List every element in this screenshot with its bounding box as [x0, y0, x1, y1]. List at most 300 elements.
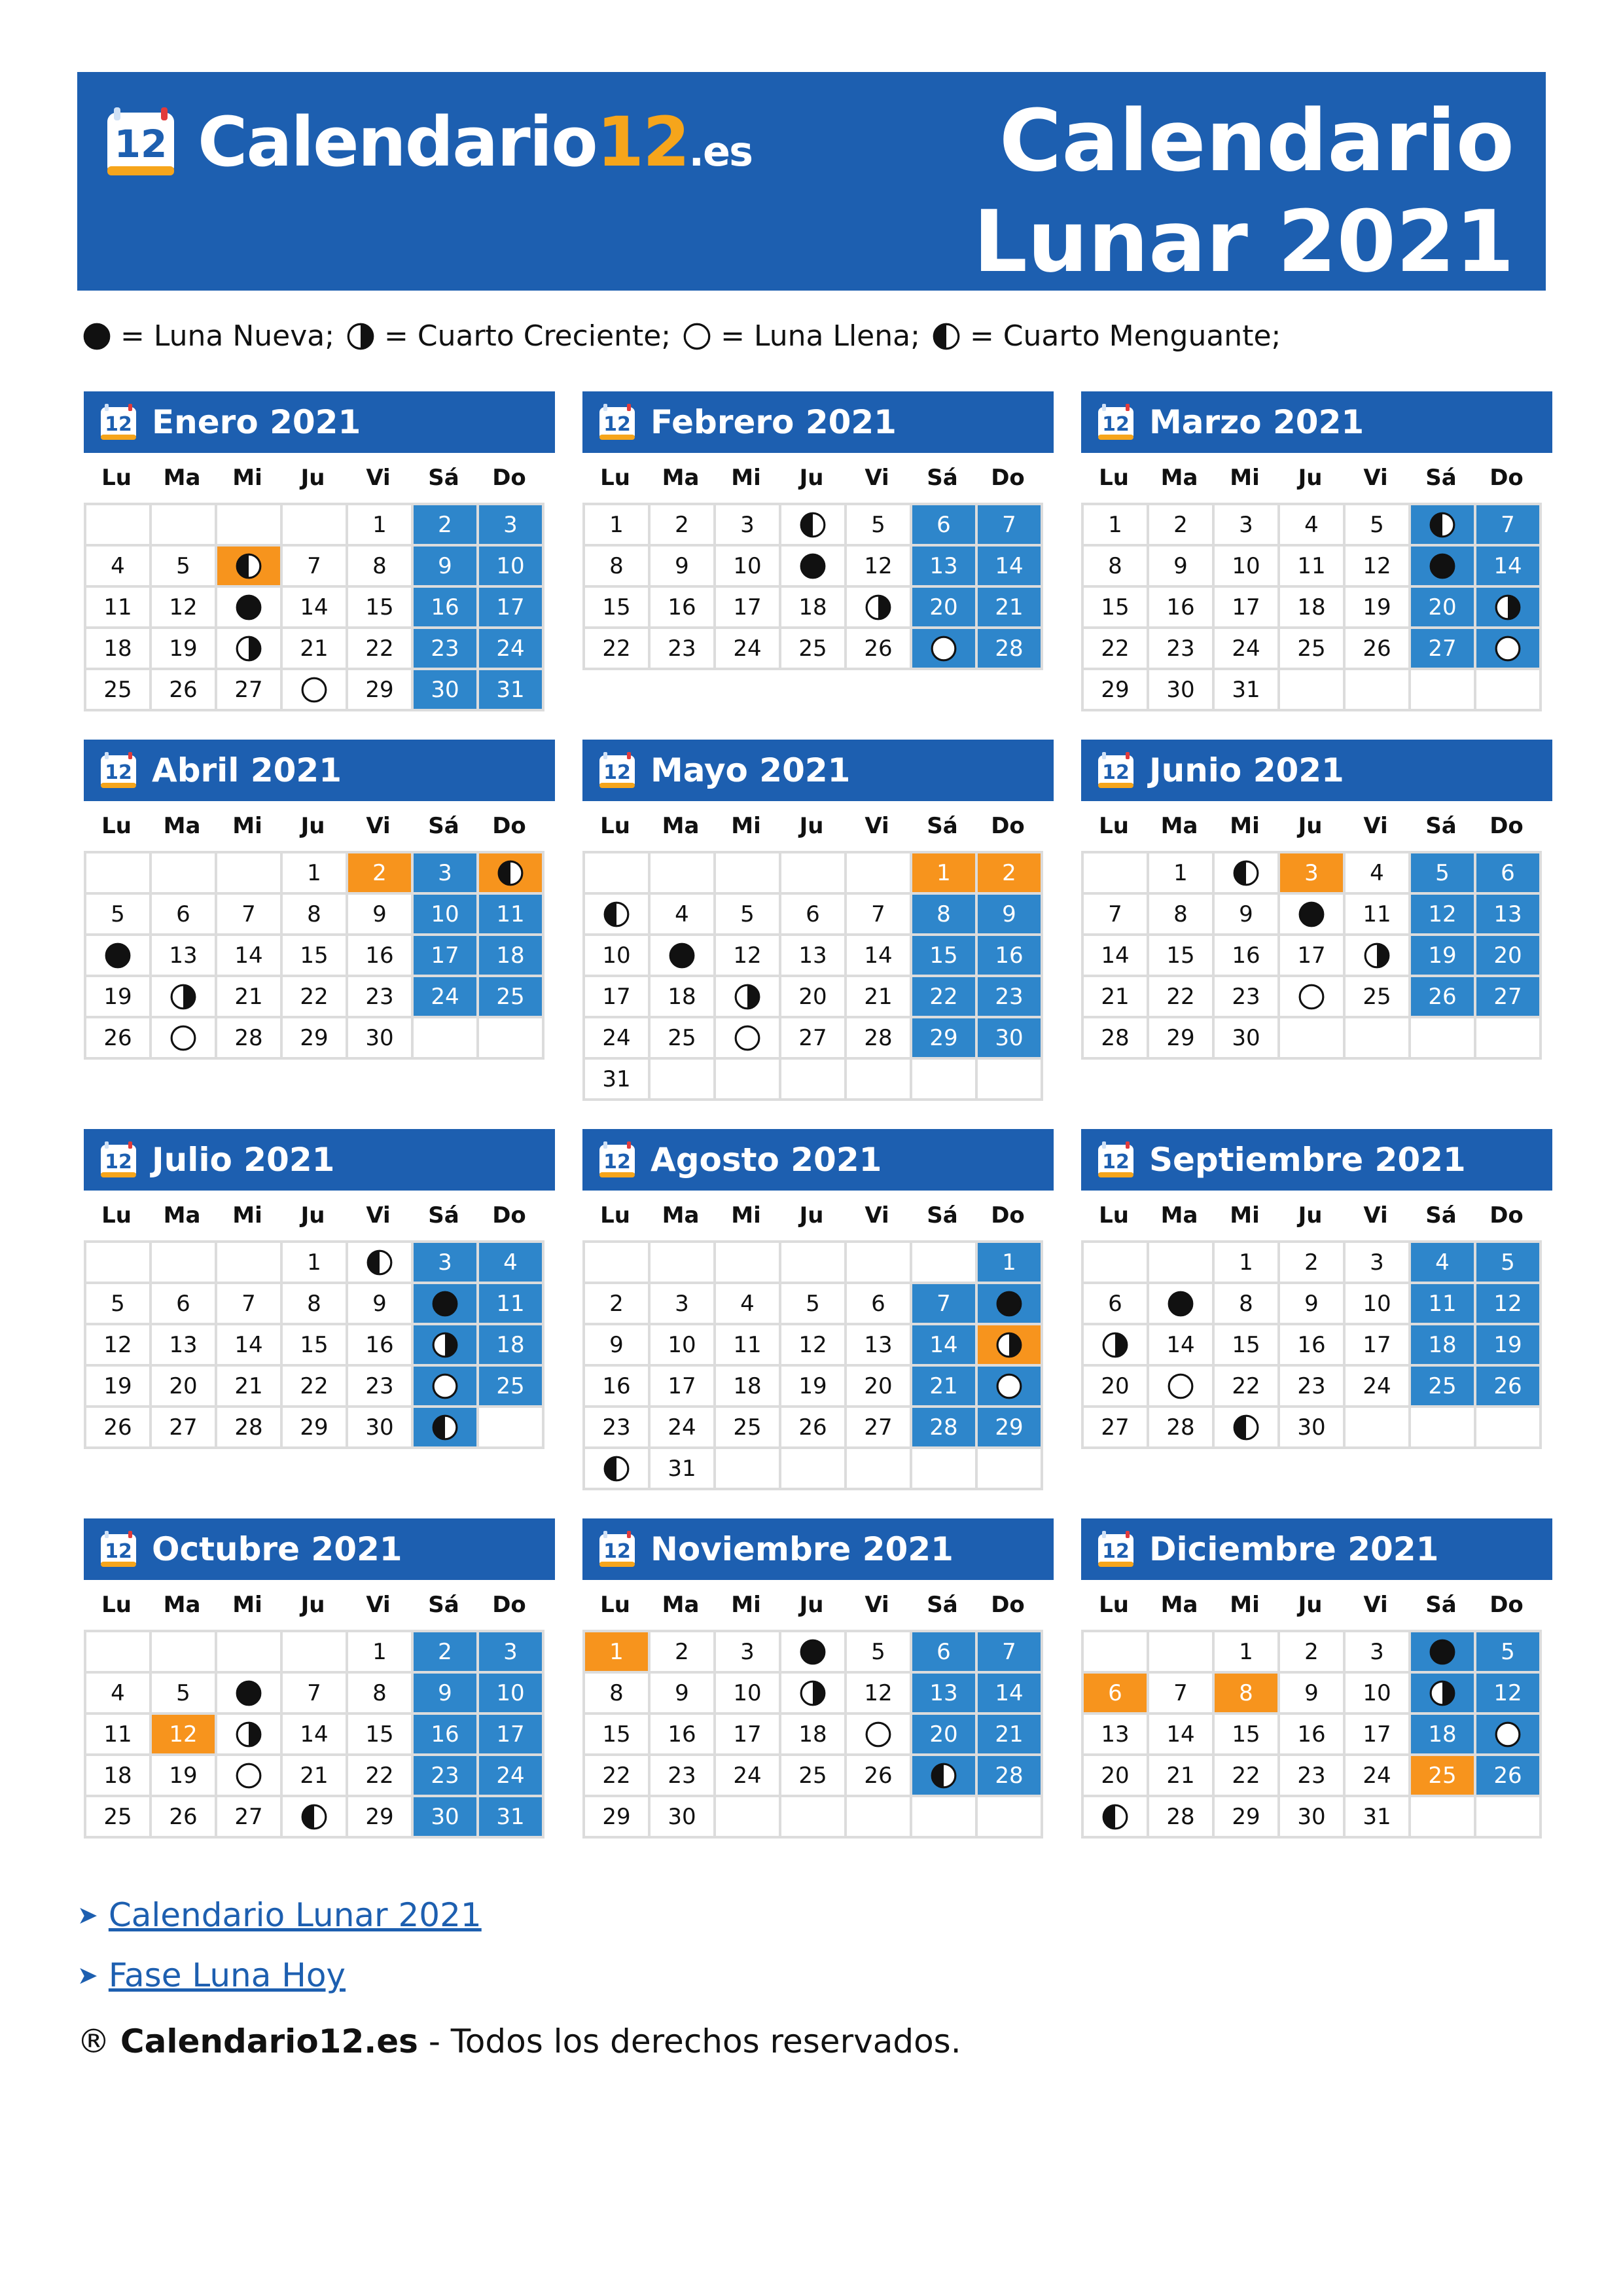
title-line-2: Lunar 2021 — [973, 192, 1514, 291]
day-cell: 14 — [978, 1674, 1043, 1715]
empty-cell — [847, 1449, 912, 1490]
day-cell: 13 — [1476, 895, 1542, 936]
day-cell: 31 — [479, 670, 544, 711]
day-grid — [582, 851, 1043, 1101]
footer — [77, 2022, 961, 2060]
day-cell: 9 — [651, 547, 716, 588]
day-cell: 13 — [1084, 1715, 1149, 1756]
day-cell: 29 — [978, 1408, 1043, 1449]
day-cell: 16 — [414, 1715, 479, 1756]
day-cell: 8 — [348, 547, 414, 588]
day-cell: 22 — [585, 1756, 651, 1797]
day-cell: 21 — [912, 1367, 978, 1408]
empty-cell — [1149, 1632, 1215, 1674]
day-cell: 19 — [1346, 588, 1411, 629]
day-cell: 21 — [847, 977, 912, 1018]
new-moon-icon — [235, 1679, 262, 1707]
empty-cell — [585, 1243, 651, 1284]
day-cell: 4 — [86, 547, 152, 588]
day-cell: 21 — [283, 629, 348, 670]
day-cell: 24 — [479, 629, 544, 670]
day-cell: 27 — [1476, 977, 1542, 1018]
weekday-label: Vi — [366, 1592, 391, 1618]
last-quarter-icon — [431, 1414, 459, 1441]
day-cell: 19 — [86, 1367, 152, 1408]
weekday-label: Ju — [300, 1592, 325, 1618]
empty-cell — [716, 1060, 781, 1101]
last-quarter-icon — [1232, 1414, 1260, 1441]
day-cell: 22 — [1215, 1756, 1280, 1797]
day-cell: 25 — [781, 629, 847, 670]
day-cell — [414, 1367, 479, 1408]
day-cell: 21 — [978, 588, 1043, 629]
day-cell: 12 — [1346, 547, 1411, 588]
last-quarter-icon — [1232, 859, 1260, 887]
calendar-icon — [99, 403, 137, 441]
empty-cell — [978, 1060, 1043, 1101]
full-moon-icon — [1494, 1721, 1522, 1748]
day-cell: 1 — [1215, 1632, 1280, 1674]
day-cell: 30 — [1215, 1018, 1280, 1060]
registered-icon: ® — [77, 2022, 110, 2060]
day-cell: 27 — [152, 1408, 217, 1449]
day-cell — [978, 1325, 1043, 1367]
new-moon-icon — [104, 942, 132, 969]
day-cell: 25 — [1411, 1367, 1476, 1408]
last-quarter-icon — [932, 322, 961, 351]
empty-cell — [1280, 670, 1346, 711]
link-fase-luna-hoy[interactable]: Fase Luna Hoy — [108, 1956, 346, 1994]
day-cell: 20 — [152, 1367, 217, 1408]
day-cell — [912, 1756, 978, 1797]
month-header — [582, 1518, 1054, 1580]
day-cell: 26 — [1476, 1756, 1542, 1797]
day-cell: 22 — [1084, 629, 1149, 670]
calendar-icon — [1097, 751, 1135, 789]
day-cell: 17 — [651, 1367, 716, 1408]
empty-cell — [978, 1797, 1043, 1839]
day-cell: 11 — [1280, 547, 1346, 588]
day-cell: 9 — [978, 895, 1043, 936]
first-quarter-icon — [431, 1331, 459, 1359]
weekday-header-row — [1081, 1191, 1539, 1240]
day-cell: 22 — [585, 629, 651, 670]
day-cell: 5 — [1476, 1632, 1542, 1674]
day-cell: 6 — [152, 1284, 217, 1325]
day-cell: 11 — [86, 588, 152, 629]
day-grid — [84, 851, 544, 1060]
weekday-label: Mi — [232, 813, 262, 839]
first-quarter-icon — [734, 983, 761, 1011]
day-cell — [1476, 588, 1542, 629]
day-cell: 17 — [716, 588, 781, 629]
first-quarter-icon — [1429, 1679, 1456, 1707]
day-cell — [1411, 505, 1476, 547]
day-cell: 28 — [217, 1408, 283, 1449]
weekday-label: Vi — [366, 1202, 391, 1229]
empty-cell — [479, 1018, 544, 1060]
day-cell: 29 — [585, 1797, 651, 1839]
day-cell: 23 — [348, 1367, 414, 1408]
day-cell — [781, 505, 847, 547]
new-moon-icon — [1429, 552, 1456, 580]
day-cell: 31 — [585, 1060, 651, 1101]
weekday-label: Ma — [662, 813, 700, 839]
weekday-label: Vi — [1363, 1592, 1388, 1618]
day-cell: 5 — [86, 895, 152, 936]
day-cell — [781, 1674, 847, 1715]
calendar-icon-number: 12 — [1102, 761, 1130, 784]
day-cell: 26 — [1411, 977, 1476, 1018]
month-header — [1081, 1518, 1552, 1580]
day-cell: 30 — [414, 670, 479, 711]
day-cell: 1 — [585, 505, 651, 547]
empty-cell — [781, 853, 847, 895]
empty-cell — [1476, 670, 1542, 711]
day-cell: 25 — [86, 670, 152, 711]
day-cell: 23 — [585, 1408, 651, 1449]
day-cell: 16 — [348, 936, 414, 977]
related-links — [77, 1885, 482, 2005]
day-cell: 7 — [1476, 505, 1542, 547]
day-cell: 10 — [479, 547, 544, 588]
day-cell: 7 — [1084, 895, 1149, 936]
calendar-logo-icon — [105, 106, 177, 178]
weekday-label: Ju — [799, 465, 824, 491]
day-cell: 17 — [585, 977, 651, 1018]
empty-cell — [1411, 1408, 1476, 1449]
weekday-label: Mi — [232, 465, 262, 491]
day-cell: 11 — [716, 1325, 781, 1367]
weekday-label: Do — [991, 1202, 1025, 1229]
weekday-label: Do — [492, 813, 526, 839]
day-cell: 8 — [283, 895, 348, 936]
day-cell: 3 — [651, 1284, 716, 1325]
day-cell: 20 — [781, 977, 847, 1018]
empty-cell — [86, 853, 152, 895]
month-header — [84, 740, 555, 801]
empty-cell — [912, 1243, 978, 1284]
day-cell: 12 — [1411, 895, 1476, 936]
month-calendar — [582, 740, 1054, 1101]
day-cell: 28 — [1149, 1797, 1215, 1839]
day-cell: 6 — [152, 895, 217, 936]
day-cell: 5 — [847, 1632, 912, 1674]
day-cell: 23 — [348, 977, 414, 1018]
day-grid — [1081, 1240, 1542, 1449]
calendar-icon — [1097, 1141, 1135, 1179]
day-cell: 6 — [912, 1632, 978, 1674]
day-cell: 16 — [1215, 936, 1280, 977]
weekday-label: Sá — [428, 465, 459, 491]
empty-cell — [1346, 1408, 1411, 1449]
day-cell: 8 — [585, 547, 651, 588]
day-cell: 14 — [1149, 1715, 1215, 1756]
day-cell: 1 — [348, 505, 414, 547]
month-title: Agosto 2021 — [651, 1141, 882, 1179]
day-cell: 5 — [847, 505, 912, 547]
day-cell: 18 — [1411, 1325, 1476, 1367]
day-cell: 10 — [479, 1674, 544, 1715]
day-cell: 15 — [348, 588, 414, 629]
weekday-label: Ma — [163, 465, 201, 491]
day-cell: 23 — [651, 629, 716, 670]
weekday-label: Lu — [600, 1592, 630, 1618]
day-cell: 28 — [978, 629, 1043, 670]
day-cell: 16 — [585, 1367, 651, 1408]
day-cell: 15 — [348, 1715, 414, 1756]
weekday-label: Ma — [662, 1202, 700, 1229]
last-quarter-icon — [603, 1455, 630, 1482]
day-cell: 21 — [217, 1367, 283, 1408]
new-moon-icon — [995, 1290, 1023, 1318]
empty-cell — [1084, 853, 1149, 895]
month-header — [582, 391, 1054, 453]
weekday-label: Ma — [1160, 1202, 1198, 1229]
weekday-header-row — [84, 1191, 542, 1240]
day-cell: 26 — [1346, 629, 1411, 670]
day-cell — [283, 1797, 348, 1839]
empty-cell — [479, 1408, 544, 1449]
day-cell: 19 — [1411, 936, 1476, 977]
weekday-label: Sá — [1425, 465, 1457, 491]
day-cell — [217, 588, 283, 629]
day-cell: 26 — [847, 629, 912, 670]
day-cell — [585, 1449, 651, 1490]
weekday-label: Sá — [1425, 1592, 1457, 1618]
day-cell: 1 — [978, 1243, 1043, 1284]
day-cell: 15 — [283, 936, 348, 977]
day-cell: 17 — [479, 588, 544, 629]
weekday-label: Mi — [1230, 465, 1260, 491]
weekday-label: Sá — [428, 813, 459, 839]
empty-cell — [86, 505, 152, 547]
empty-cell — [217, 853, 283, 895]
day-grid — [1081, 503, 1542, 711]
day-grid — [84, 1630, 544, 1839]
day-cell: 7 — [217, 1284, 283, 1325]
empty-cell — [1280, 1018, 1346, 1060]
weekday-label: Ma — [163, 1202, 201, 1229]
link-calendario-lunar[interactable]: Calendario Lunar 2021 — [108, 1896, 482, 1934]
day-cell — [217, 547, 283, 588]
day-cell: 22 — [348, 1756, 414, 1797]
brand-logo[interactable] — [105, 102, 752, 182]
day-cell: 13 — [912, 547, 978, 588]
first-quarter-icon — [346, 322, 375, 351]
calendar-icon — [598, 751, 636, 789]
day-cell: 23 — [1149, 629, 1215, 670]
day-cell: 22 — [1215, 1367, 1280, 1408]
first-quarter-icon — [235, 1721, 262, 1748]
day-cell: 23 — [1280, 1756, 1346, 1797]
day-cell: 6 — [912, 505, 978, 547]
calendar-icon-number: 12 — [105, 1151, 132, 1174]
day-cell: 2 — [414, 505, 479, 547]
month-header — [1081, 1129, 1552, 1191]
month-calendar — [84, 391, 555, 711]
day-cell: 4 — [1411, 1243, 1476, 1284]
empty-cell — [781, 1797, 847, 1839]
day-cell: 22 — [283, 977, 348, 1018]
day-cell: 4 — [1346, 853, 1411, 895]
day-cell: 9 — [1215, 895, 1280, 936]
day-cell: 1 — [912, 853, 978, 895]
last-quarter-icon — [930, 1762, 957, 1789]
first-quarter-icon — [799, 1679, 827, 1707]
day-cell: 3 — [1346, 1243, 1411, 1284]
weekday-label: Sá — [927, 465, 958, 491]
weekday-label: Ju — [300, 465, 325, 491]
calendar-icon — [99, 1141, 137, 1179]
day-cell: 4 — [651, 895, 716, 936]
day-cell — [86, 936, 152, 977]
new-moon-icon — [799, 552, 827, 580]
weekday-label: Ju — [1298, 1592, 1323, 1618]
day-cell: 26 — [781, 1408, 847, 1449]
day-cell: 14 — [912, 1325, 978, 1367]
link-row — [77, 1945, 482, 2005]
month-header — [582, 1129, 1054, 1191]
weekday-header-row — [582, 453, 1041, 503]
weekday-label: Ju — [1298, 465, 1323, 491]
day-cell: 11 — [1411, 1284, 1476, 1325]
legend-label: = Luna Nueva; — [120, 319, 335, 353]
day-cell: 1 — [1149, 853, 1215, 895]
logo-icon-number: 12 — [114, 122, 168, 166]
empty-cell — [585, 853, 651, 895]
weekday-label: Mi — [1230, 1592, 1260, 1618]
weekday-label: Lu — [101, 1202, 132, 1229]
month-calendar — [1081, 391, 1552, 711]
day-cell: 28 — [1149, 1408, 1215, 1449]
day-cell: 19 — [152, 629, 217, 670]
month-calendar — [582, 1518, 1054, 1839]
day-cell: 11 — [479, 1284, 544, 1325]
day-cell: 2 — [348, 853, 414, 895]
day-cell — [1411, 547, 1476, 588]
day-cell: 6 — [1084, 1674, 1149, 1715]
full-moon-icon — [930, 635, 957, 662]
month-title: Noviembre 2021 — [651, 1530, 954, 1568]
day-cell: 27 — [217, 1797, 283, 1839]
day-cell: 28 — [912, 1408, 978, 1449]
empty-cell — [1346, 670, 1411, 711]
full-moon-icon — [1494, 635, 1522, 662]
day-cell: 15 — [1084, 588, 1149, 629]
calendar-icon-number: 12 — [603, 761, 631, 784]
weekday-label: Sá — [428, 1202, 459, 1229]
day-cell: 28 — [847, 1018, 912, 1060]
month-title: Enero 2021 — [152, 403, 361, 441]
month-title: Febrero 2021 — [651, 403, 897, 441]
weekday-label: Mi — [232, 1202, 262, 1229]
empty-cell — [1084, 1632, 1149, 1674]
weekday-header-row — [84, 801, 542, 851]
month-title: Octubre 2021 — [152, 1530, 402, 1568]
calendar-icon-number: 12 — [1102, 1151, 1130, 1174]
month-calendar — [84, 1129, 555, 1449]
day-cell: 18 — [479, 936, 544, 977]
weekday-label: Sá — [1425, 1202, 1457, 1229]
weekday-label: Do — [1489, 1202, 1524, 1229]
day-cell: 3 — [1215, 505, 1280, 547]
new-moon-icon — [82, 322, 111, 351]
day-cell — [716, 1018, 781, 1060]
new-moon-icon — [668, 942, 696, 969]
day-cell: 10 — [414, 895, 479, 936]
day-cell: 12 — [847, 1674, 912, 1715]
page-header — [77, 72, 1546, 291]
month-calendar — [582, 391, 1054, 670]
day-cell: 22 — [283, 1367, 348, 1408]
empty-cell — [283, 505, 348, 547]
weekday-label: Vi — [366, 813, 391, 839]
empty-cell — [86, 1243, 152, 1284]
empty-cell — [781, 1243, 847, 1284]
day-cell: 23 — [651, 1756, 716, 1797]
day-cell: 14 — [1476, 547, 1542, 588]
empty-cell — [1084, 1243, 1149, 1284]
month-header — [1081, 740, 1552, 801]
day-cell: 26 — [152, 670, 217, 711]
weekday-label: Ma — [662, 1592, 700, 1618]
day-grid — [84, 1240, 544, 1449]
day-cell: 2 — [414, 1632, 479, 1674]
day-cell: 3 — [479, 1632, 544, 1674]
day-cell: 16 — [651, 588, 716, 629]
day-cell: 25 — [479, 977, 544, 1018]
last-quarter-icon — [1101, 1803, 1129, 1831]
day-cell: 22 — [912, 977, 978, 1018]
day-cell — [1084, 1325, 1149, 1367]
day-cell: 8 — [912, 895, 978, 936]
day-cell: 17 — [1346, 1715, 1411, 1756]
weekday-label: Mi — [232, 1592, 262, 1618]
empty-cell — [847, 1060, 912, 1101]
day-cell — [479, 853, 544, 895]
day-cell: 1 — [348, 1632, 414, 1674]
day-cell: 4 — [716, 1284, 781, 1325]
calendar-icon-number: 12 — [603, 1540, 631, 1563]
day-cell: 14 — [978, 547, 1043, 588]
day-cell: 2 — [1280, 1243, 1346, 1284]
day-cell: 17 — [1280, 936, 1346, 977]
day-cell: 8 — [1149, 895, 1215, 936]
day-cell — [781, 547, 847, 588]
title-line-1: Calendario — [999, 91, 1514, 190]
weekday-label: Do — [1489, 465, 1524, 491]
day-cell: 8 — [1215, 1284, 1280, 1325]
day-grid — [1081, 851, 1542, 1060]
month-header — [84, 1518, 555, 1580]
day-cell: 11 — [1346, 895, 1411, 936]
day-cell: 28 — [978, 1756, 1043, 1797]
day-cell: 9 — [348, 1284, 414, 1325]
empty-cell — [1476, 1408, 1542, 1449]
calendar-icon — [598, 1530, 636, 1568]
day-cell: 12 — [781, 1325, 847, 1367]
day-cell: 10 — [1346, 1674, 1411, 1715]
empty-cell — [651, 1243, 716, 1284]
day-cell: 30 — [1280, 1408, 1346, 1449]
weekday-label: Lu — [101, 813, 132, 839]
day-cell: 11 — [479, 895, 544, 936]
day-cell: 17 — [716, 1715, 781, 1756]
day-cell: 9 — [585, 1325, 651, 1367]
page-title — [973, 90, 1514, 292]
day-cell: 9 — [1149, 547, 1215, 588]
